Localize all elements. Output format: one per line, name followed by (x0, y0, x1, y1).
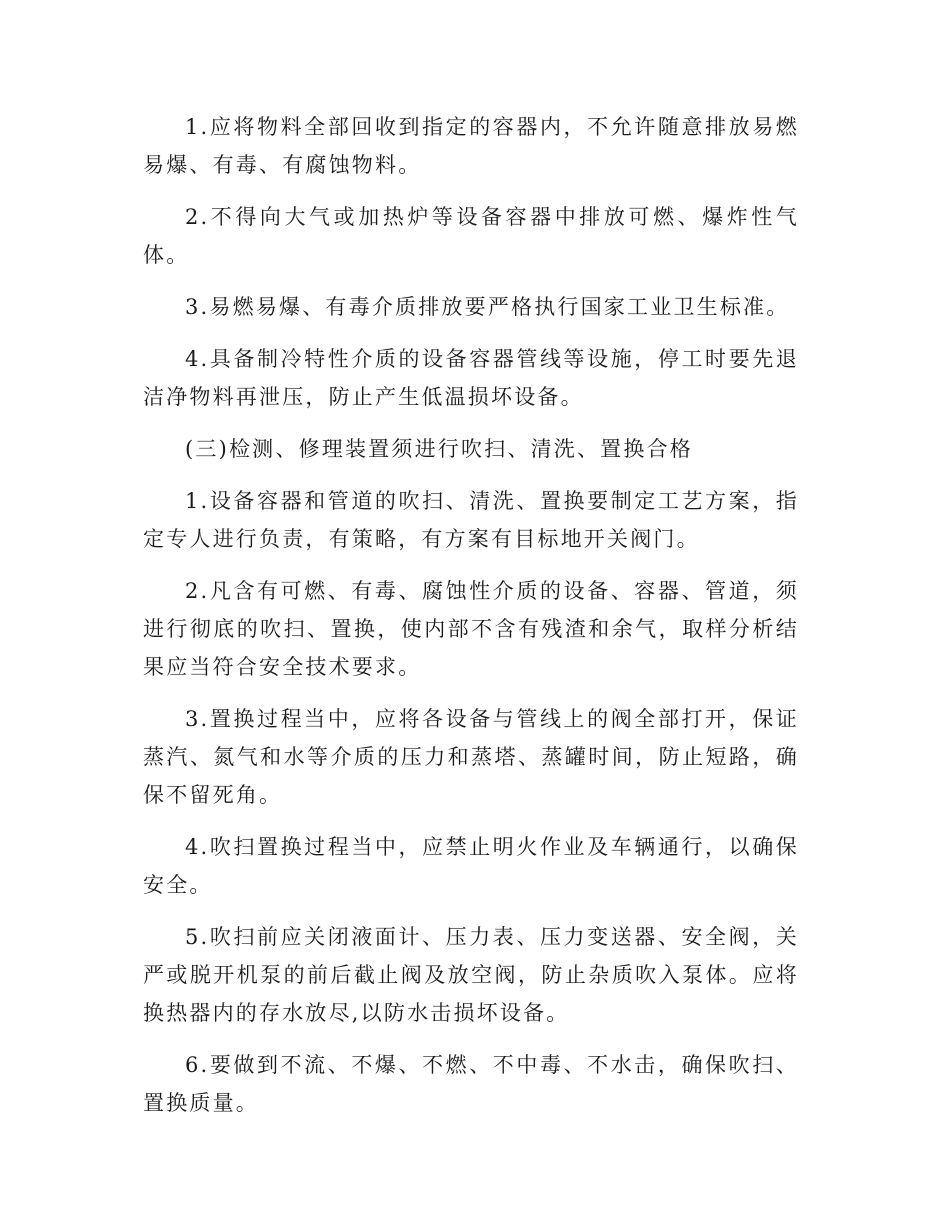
paragraph-3: 3.易燃易爆、有毒介质排放要严格执行国家工业卫生标准。 (185, 295, 790, 319)
paragraph-6: 2.凡含有可燃、有毒、腐蚀性介质的设备、容器、管道，须进行彻底的吹扫、置换，使内部不含有残渣和余气，取样分析结果应当符合安全技术要求。 (143, 579, 799, 679)
paragraph-7: 3.置换过程当中，应将各设备与管线上的阀全部打开，保证蒸汽、氮气和水等介质的压力和蒸塔、蒸罐时间，防止短路，确保不留死角。 (143, 707, 799, 807)
paragraph-5: 1.设备容器和管道的吹扫、清洗、置换要制定工艺方案，指定专人进行负责，有策略，有方案有目标地开关阀门。 (143, 489, 799, 551)
paragraph-10: 6.要做到不流、不爆、不燃、不中毒、不水击，确保吹扫、置换质量。 (143, 1053, 799, 1115)
document-body (143, 108, 799, 1136)
section-heading: (三)检测、修理装置须进行吹扫、清洗、置换合格 (185, 437, 693, 461)
paragraph-9: 5.吹扫前应关闭液面计、压力表、压力变送器、安全阀，关严或脱开机泵的前后截止阀及放空阀，防止杂质吹入泵体。应将换热器内的存水放尽,以防水击损坏设备。 (143, 925, 799, 1025)
paragraph-2: 2.不得向大气或加热炉等设备容器中排放可燃、爆炸性气体。 (143, 205, 799, 267)
paragraph-8: 4.吹扫置换过程当中，应禁止明火作业及车辆通行，以确保安全。 (143, 835, 799, 897)
paragraph-1: 1.应将物料全部回收到指定的容器内，不允许随意排放易燃易爆、有毒、有腐蚀物料。 (143, 115, 799, 177)
paragraph-4: 4.具备制冷特性介质的设备容器管线等设施，停工时要先退洁净物料再泄压，防止产生低温损坏设备。 (143, 347, 799, 409)
